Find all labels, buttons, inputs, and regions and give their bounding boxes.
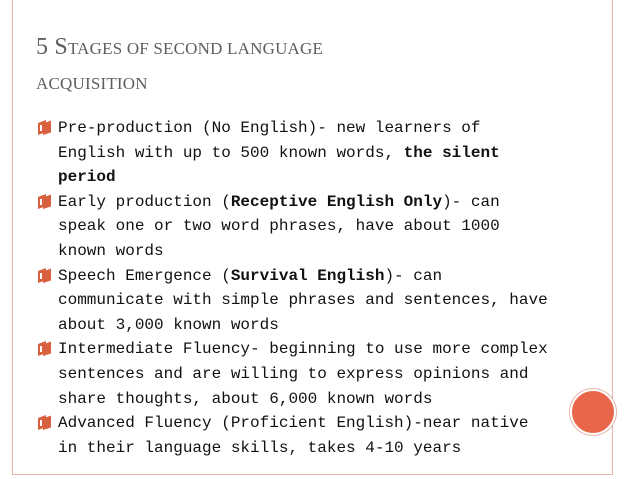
bullet-tail: )- can communicate with simple phrases and sentences, have about 3,000 known words	[58, 266, 548, 334]
bullet-item-early-production	[36, 190, 556, 264]
bullet-item-advanced-fluency	[36, 411, 556, 460]
title-line-2	[36, 67, 596, 102]
bullet-bold: Receptive English Only	[230, 192, 443, 211]
bullet-item-intermediate-fluency	[36, 337, 556, 411]
bullet-text: Pre-production (No English)- new learners of English with up to 500 known words,	[58, 119, 481, 162]
orange-circle-decoration	[570, 389, 616, 435]
bullet-text: Advanced Fluency (Proficient English)-near native in their language skills, takes 4-10 years	[58, 414, 529, 457]
bullet-bold: Survival English	[230, 266, 385, 285]
bullet-text: Early production (	[58, 192, 231, 211]
title-initial: 5 S	[36, 34, 68, 60]
bullet-item-speech-emergence	[36, 264, 556, 338]
bullet-text: Speech Emergence (	[58, 266, 231, 285]
bullet-bold: the silent period	[58, 143, 500, 187]
title-rest: TAGES OF SECOND LANGUAGE	[67, 39, 324, 58]
bullet-tail: )- can speak one or two word phrases, have about 1000 known words	[58, 192, 500, 260]
bullet-item-preproduction	[36, 116, 556, 190]
title-line-2-text: ACQUISITION	[36, 74, 148, 93]
title-line-1	[36, 30, 596, 67]
bullet-icon	[38, 268, 51, 283]
bullet-icon	[38, 341, 51, 356]
slide-title	[36, 30, 596, 102]
bullet-text: Intermediate Fluency- beginning to use more complex sentences and are willing to express opinions and share thoughts, about 6,000 known words	[58, 340, 548, 408]
bullet-icon	[38, 120, 51, 135]
bullet-icon	[38, 194, 51, 209]
bullet-list	[36, 116, 556, 460]
bullet-icon	[38, 415, 51, 430]
